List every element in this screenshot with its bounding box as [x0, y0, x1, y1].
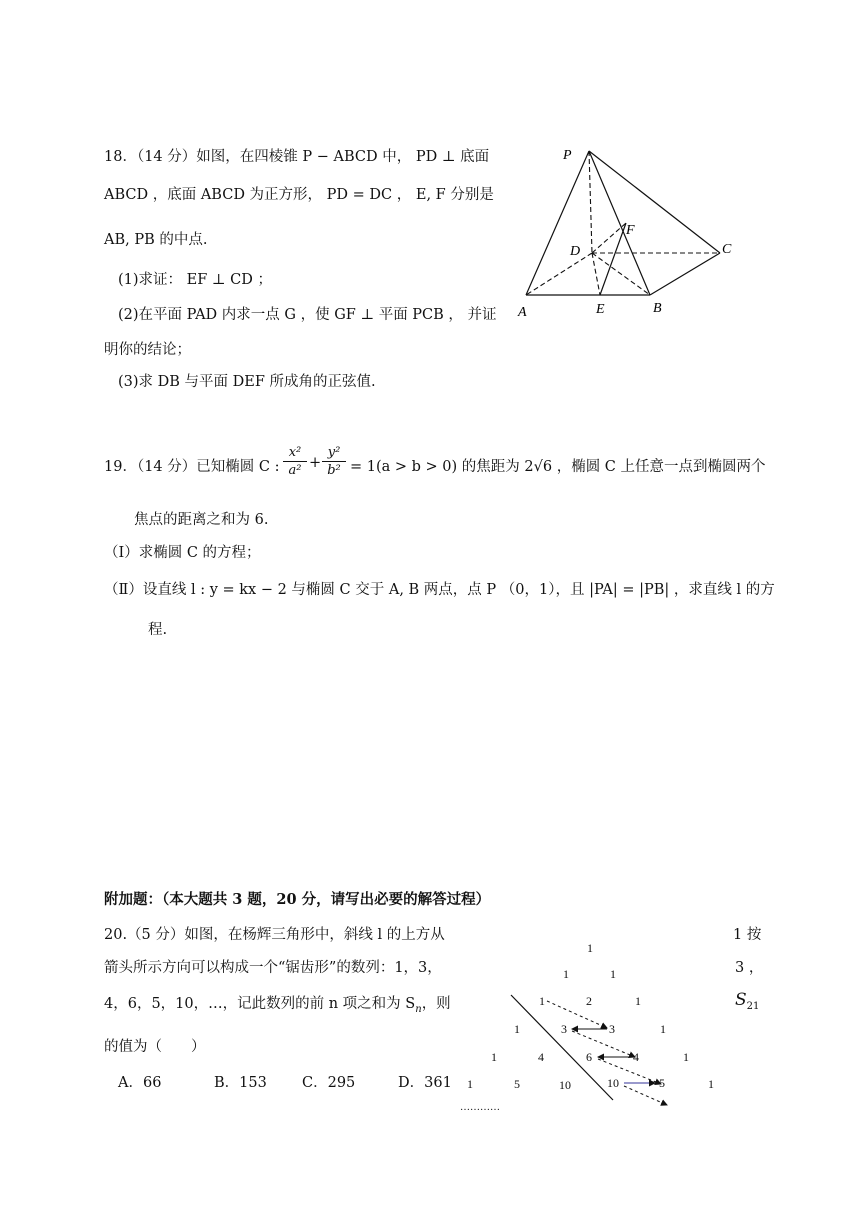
tri-r5-5: 1 [708, 1077, 714, 1091]
pyramid-figure [500, 135, 760, 325]
q20-line1: 20.（5 分）如图，在杨辉三角形中，斜线 l 的上方从 [104, 927, 445, 943]
arrow-3-to-4 [572, 1031, 635, 1057]
q20-s21-sub: 21 [746, 1000, 760, 1012]
tri-r2-2: 1 [635, 994, 641, 1008]
edge-pc [589, 151, 720, 253]
q18-line1: 18．（14 分）如图，在四棱锥 P − ABCD 中， PD ⊥ 底面 [104, 149, 490, 165]
q19-frac2-den: b² [327, 463, 341, 478]
tri-r5-0: 1 [467, 1077, 473, 1091]
tri-dots: ………… [460, 1102, 500, 1113]
q20-line3-text: 4，6，5，10，…，记此数列的前 n 项之和为 S [104, 996, 416, 1012]
q20-line1-end: 1 按 [733, 927, 762, 943]
tri-r5-3: 10 [607, 1076, 619, 1090]
edge-pd [589, 151, 592, 253]
q18-part2a: (2)在平面 PAD 内求一点 G ，使 GF ⊥ 平面 PCB ， 并证 [118, 307, 497, 323]
edge-pa [526, 151, 589, 295]
arrow-1-to-3 [547, 1001, 607, 1028]
q18-part1: (1)求证： EF ⊥ CD ； [118, 272, 272, 288]
tri-r3-3: 1 [660, 1022, 666, 1036]
tri-r3-1: 3 [561, 1022, 567, 1036]
tri-r2-1: 2 [586, 994, 592, 1008]
label-e: E [596, 302, 605, 317]
q20-option-b: B．153 [214, 1075, 267, 1091]
q19-frac2 [322, 444, 346, 479]
tri-r4-3: 4 [633, 1050, 639, 1064]
edge-bc [650, 253, 720, 295]
yanghui-triangle-figure [455, 935, 735, 1115]
q18-part3: (3)求 DB 与平面 DEF 所成角的正弦值. [118, 374, 376, 390]
label-a: A [518, 305, 527, 320]
label-c: C [722, 242, 732, 257]
tri-r5-4: 5 [659, 1076, 665, 1090]
label-d: D [570, 244, 581, 259]
tri-r0-0: 1 [587, 941, 593, 955]
tri-r3-2: 3 [609, 1022, 615, 1036]
label-f: F [626, 223, 635, 238]
q20-s21-letter: S [735, 990, 747, 1010]
q20-option-a: A．66 [118, 1075, 162, 1091]
q19-plus: + [309, 455, 322, 471]
segment-de [592, 253, 600, 295]
q20-line3-sub: n [415, 1003, 422, 1015]
tri-r4-0: 1 [491, 1050, 497, 1064]
q20-line2-end: 3 ， [735, 960, 764, 976]
q20-line4: 的值为（ ） [104, 1039, 206, 1055]
q20-line3-end: ，则 [421, 996, 451, 1012]
q19-part1: （Ⅰ）求椭圆 C 的方程； [104, 545, 261, 561]
q19-frac2-num: y² [322, 444, 346, 462]
q19-frac1 [283, 444, 307, 479]
q20-s21 [735, 990, 759, 1012]
label-p: P [563, 148, 572, 163]
q18-part2b: 明你的结论； [104, 342, 191, 358]
q20-line2: 箭头所示方向可以构成一个“锯齿形”的数列：1，3， [104, 960, 442, 976]
extra-heading: 附加题：（本大题共 3 题，20 分，请写出必要的解答过程） [104, 891, 491, 908]
edge-da [526, 253, 592, 295]
tri-r5-1: 5 [514, 1077, 520, 1091]
tri-r3-0: 1 [514, 1022, 520, 1036]
q19-line2: 焦点的距离之和为 6. [134, 512, 269, 528]
tri-r4-4: 1 [683, 1050, 689, 1064]
tri-r1-0: 1 [563, 967, 569, 981]
q19-equation-tail: = 1(a > b > 0) 的焦距为 2√6 ，椭圆 C 上任意一点到椭圆两个 [350, 459, 766, 475]
tri-r4-2: 6 [586, 1050, 592, 1064]
q19-line1-pre: 19．（14 分）已知椭圆 C : [104, 459, 280, 475]
q19-part2a: （Ⅱ）设直线 l : y = kx − 2 与椭圆 C 交于 A, B 两点，点 P （0，1），且 |PA| = |PB| ，求直线 l 的方 [104, 582, 775, 598]
q18-line2: ABCD ，底面 ABCD 为正方形， PD = DC ， E, F 分别是 [104, 187, 494, 203]
tri-r4-1: 4 [538, 1050, 544, 1064]
q19-frac1-num: x² [283, 444, 307, 462]
q20-line3 [104, 992, 451, 1015]
q20-option-d: D．361 [398, 1075, 452, 1091]
q20-option-c: C．295 [302, 1075, 356, 1091]
q18-line3: AB, PB 的中点. [104, 232, 208, 248]
tri-r2-0: 1 [539, 994, 545, 1008]
q19-part2b: 程. [148, 622, 168, 638]
label-b: B [653, 301, 662, 316]
tri-r1-1: 1 [610, 967, 616, 981]
tri-r5-2: 10 [559, 1078, 571, 1092]
q19-frac1-den: a² [288, 463, 302, 478]
